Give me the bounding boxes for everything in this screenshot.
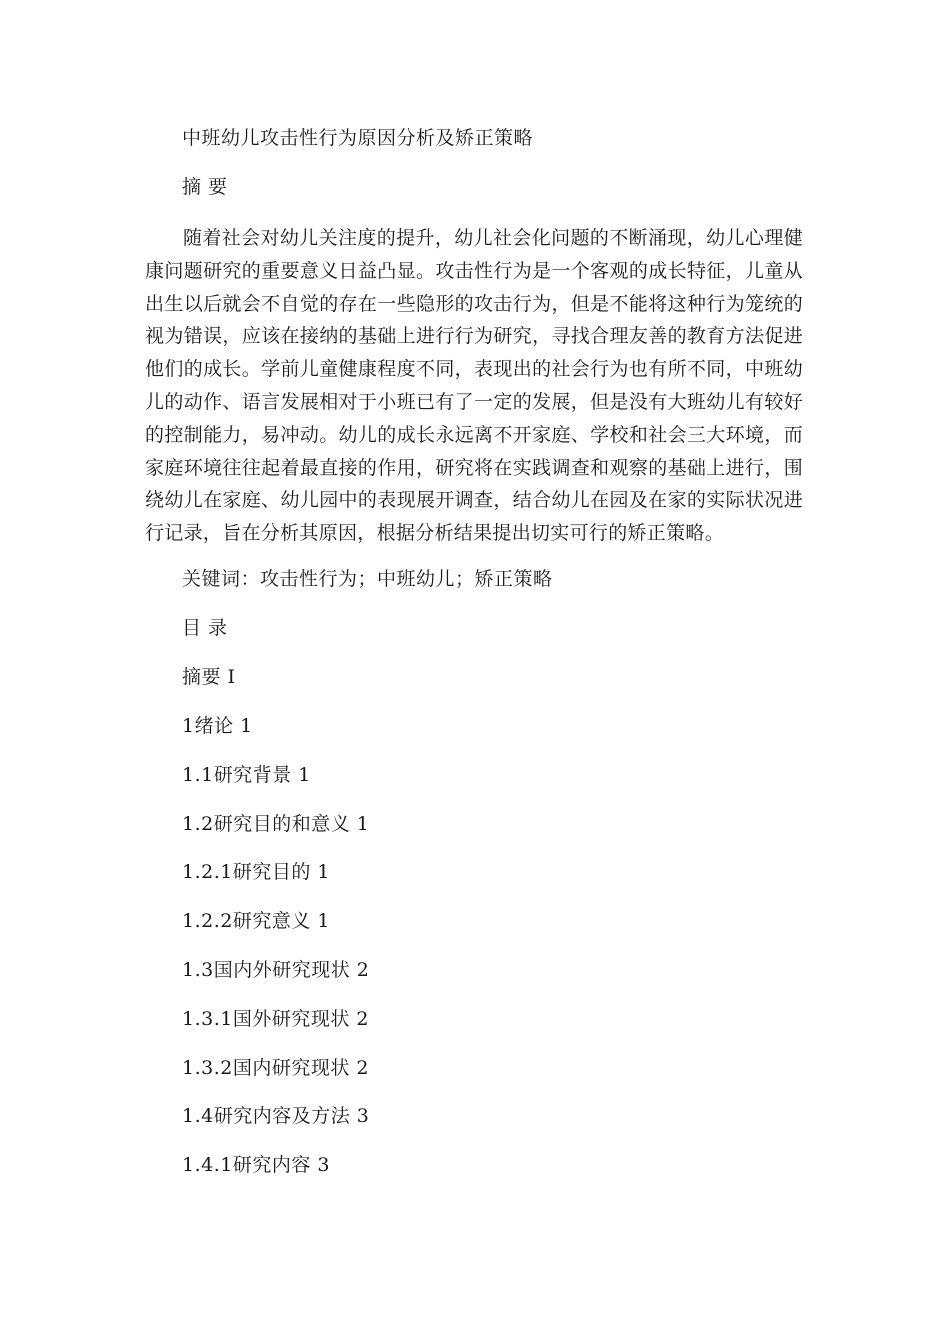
toc-heading: 目 录 xyxy=(182,617,228,639)
toc-item[interactable]: 1绪论 1 xyxy=(182,715,253,737)
toc-item[interactable]: 1.3.1国外研究现状 2 xyxy=(182,1008,369,1030)
toc-item[interactable]: 1.1研究背景 1 xyxy=(182,764,311,786)
toc-item[interactable]: 1.2.2研究意义 1 xyxy=(182,910,330,932)
abstract-heading: 摘 要 xyxy=(182,176,228,198)
toc-item[interactable]: 1.3国内外研究现状 2 xyxy=(182,959,370,981)
toc-item[interactable]: 1.4.1研究内容 3 xyxy=(182,1154,330,1176)
toc-item[interactable]: 1.4研究内容及方法 3 xyxy=(182,1105,370,1127)
document-title: 中班幼儿攻击性行为原因分析及矫正策略 xyxy=(182,127,534,149)
abstract-body: 随着社会对幼儿关注度的提升，幼儿社会化问题的不断涌现，幼儿心理健康问题研究的重要意义日益凸显。攻击性行为是一个客观的成长特征，儿童从出生以后就会不自觉的存在一些隐形的攻击行为，但是不能将这种行为笼统的视为错误，应该在接纳的基础上进行行为研究，寻找合理友善的教育方法促进他们的成长。学前儿童健康程度不同，表现出的社会行为也有所不同，中班幼儿的动作、语言发展相对于小班已有了一定的发展，但是没有大班幼儿有较好的控制能力，易冲动。幼儿的成长永远离不开家庭、学校和社会三大环境，而家庭环境往往起着最直接的作用，研究将在实践调查和观察的基础上进行，围绕幼儿在家庭、幼儿园中的表现展开调查，结合幼儿在园及在家的实际状况进行记录，旨在分析其原因，根据分析结果提出切实可行的矫正策略。 xyxy=(145,227,803,545)
toc-item[interactable]: 摘要 I xyxy=(182,666,236,688)
toc-item[interactable]: 1.2研究目的和意义 1 xyxy=(182,813,370,835)
toc-item[interactable]: 1.3.2国内研究现状 2 xyxy=(182,1057,369,1079)
toc-item[interactable]: 1.2.1研究目的 1 xyxy=(182,861,330,883)
keywords-line: 关键词：攻击性行为；中班幼儿；矫正策略 xyxy=(182,568,553,590)
